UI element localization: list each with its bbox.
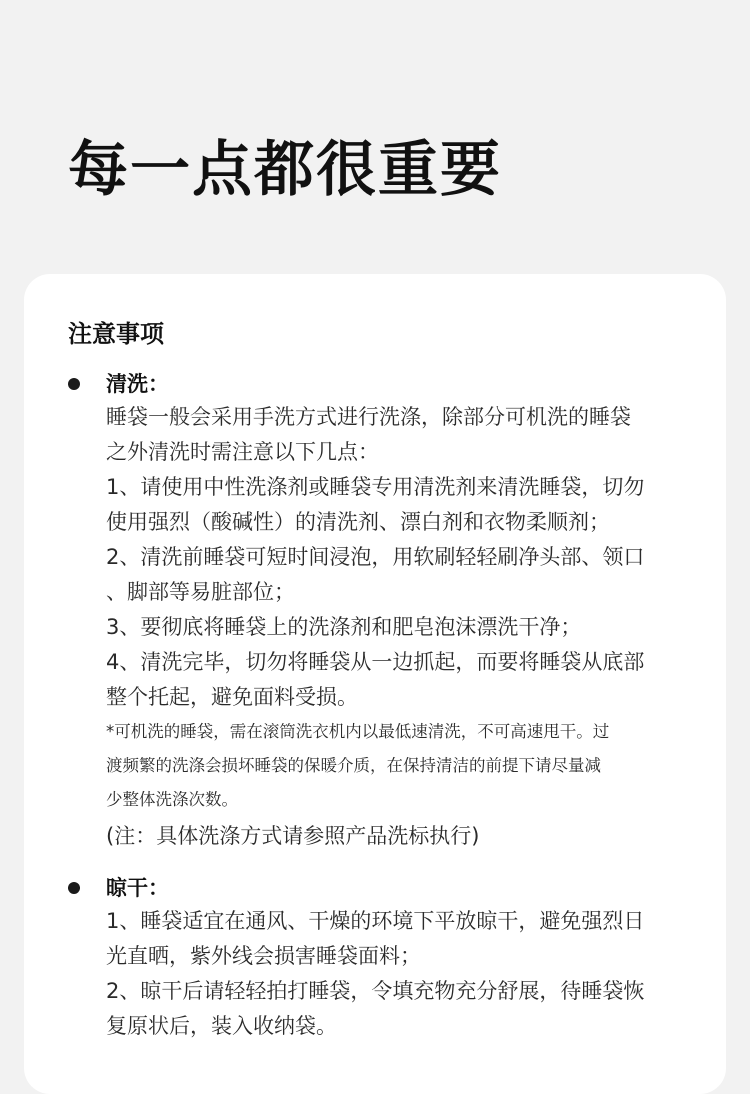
bullet-icon	[68, 882, 80, 894]
dry-line: 1、睡袋适宜在通风、干燥的环境下平放晾干，避免强烈日	[106, 909, 645, 933]
machine-wash-note: *可机洗的睡袋，需在滚筒洗衣机内以最低速清洗，不可高速甩干。过	[106, 722, 610, 741]
care-instructions-card	[24, 274, 726, 1094]
wash-label-note: (注：具体洗涤方式请参照产品洗标执行)	[106, 824, 480, 848]
machine-wash-note: 少整体洗涤次数。	[106, 790, 238, 809]
wash-line: 、脚部等易脏部位；	[106, 580, 295, 604]
wash-label: 清洗：	[106, 372, 169, 396]
dry-text	[106, 904, 706, 1044]
wash-line: 睡袋一般会采用手洗方式进行洗涤，除部分可机洗的睡袋	[106, 405, 631, 429]
wash-line: 1、请使用中性洗涤剂或睡袋专用清洗剂来清洗睡袋，切勿	[106, 475, 645, 499]
wash-text	[106, 400, 706, 854]
wash-line: 整个托起，避免面料受损。	[106, 685, 358, 709]
bullet-icon	[68, 378, 80, 390]
wash-line: 2、清洗前睡袋可短时间浸泡，用软刷轻轻刷净头部、领口	[106, 545, 645, 569]
machine-wash-note: 渡频繁的洗涤会损坏睡袋的保暖介质，在保持清洁的前提下请尽量减	[106, 756, 601, 775]
wash-line: 使用强烈（酸碱性）的清洗剂、漂白剂和衣物柔顺剂；	[106, 510, 610, 534]
dry-line: 2、晾干后请轻轻拍打睡袋，令填充物充分舒展，待睡袋恢	[106, 979, 645, 1003]
wash-line: 之外清洗时需注意以下几点：	[106, 440, 379, 464]
page-title: 每一点都很重要	[68, 135, 502, 205]
wash-line: 4、清洗完毕，切勿将睡袋从一边抓起，而要将睡袋从底部	[106, 650, 645, 674]
dry-line: 复原状后，装入收纳袋。	[106, 1014, 337, 1038]
dry-label: 晾干：	[106, 876, 169, 900]
card-heading: 注意事项	[68, 320, 164, 348]
dry-line: 光直晒，紫外线会损害睡袋面料；	[106, 944, 421, 968]
wash-line: 3、要彻底将睡袋上的洗涤剂和肥皂泡沫漂洗干净；	[106, 615, 582, 639]
